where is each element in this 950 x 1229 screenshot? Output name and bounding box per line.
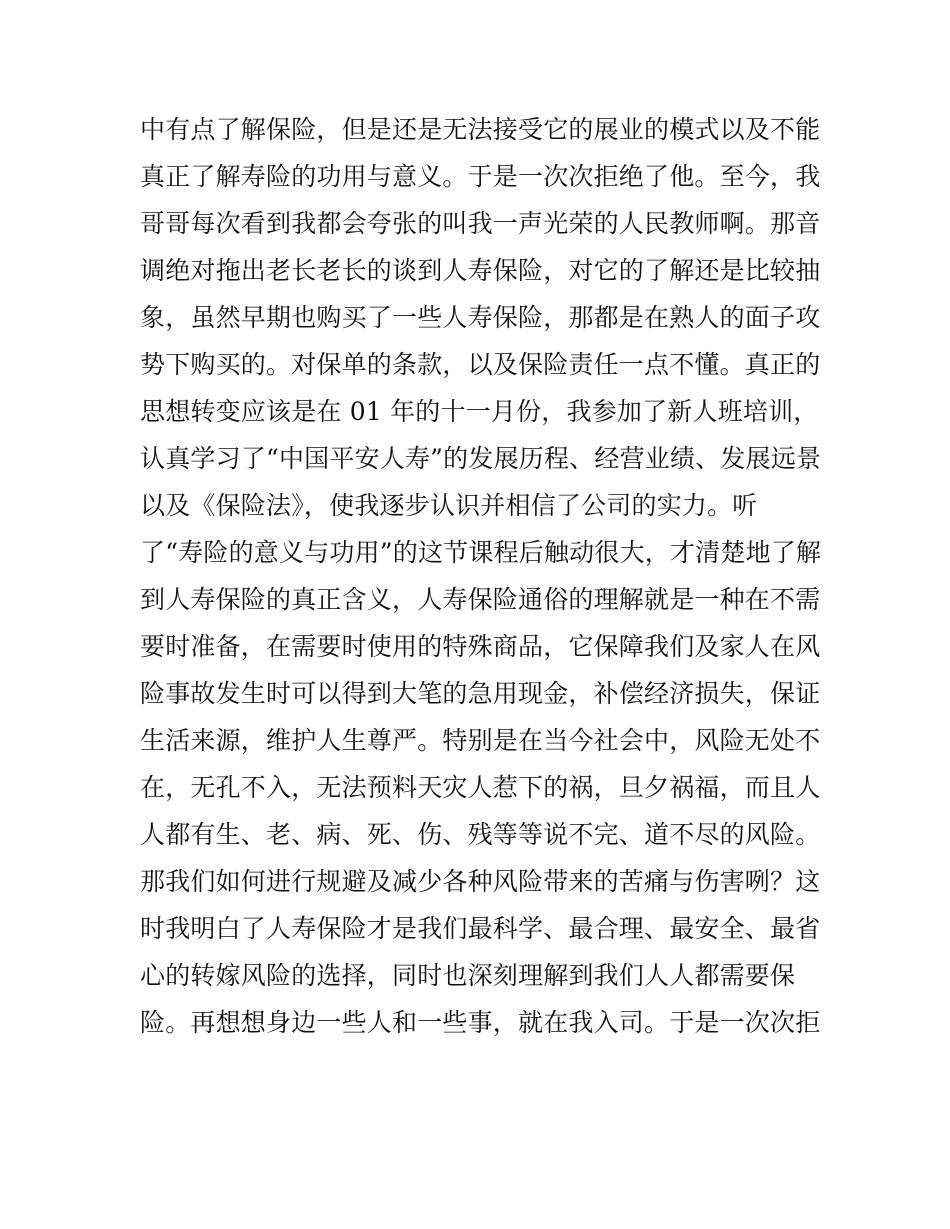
text-line: 以及《保险法》，使我逐步认识并相信了公司的实力。听	[140, 491, 758, 520]
text-line: 象，虽然早期也购买了一些人寿保险，那都是在熟人的面子攻	[140, 303, 821, 332]
text-line: 到人寿保险的真正含义，人寿保险通俗的理解就是一种在不需	[140, 585, 821, 614]
text-line: 中有点了解保险，但是还是无法接受它的展业的模式以及不能	[140, 115, 821, 144]
text-line: 思想转变应该是在 01 年的十一月份，我参加了新人班培训，	[140, 397, 819, 426]
body-paragraph	[140, 106, 820, 1046]
text-line: 那我们如何进行规避及减少各种风险带来的苦痛与伤害咧？这	[140, 867, 821, 896]
text-line: 人都有生、老、病、死、伤、残等等说不完、道不尽的风险。	[140, 820, 821, 849]
text-line: 认真学习了“中国平安人寿”的发展历程、经营业绩、发展远景	[140, 444, 822, 473]
text-line: 真正了解寿险的功用与意义。于是一次次拒绝了他。至今，我	[140, 162, 821, 191]
text-line: 心的转嫁风险的选择，同时也深刻理解到我们人人都需要保	[140, 961, 796, 990]
text-line: 险事故发生时可以得到大笔的急用现金，补偿经济损失，保证	[140, 679, 821, 708]
text-line: 势下购买的。对保单的条款，以及保险责任一点不懂。真正的	[140, 350, 821, 379]
text-line: 哥哥每次看到我都会夸张的叫我一声光荣的人民教师啊。那音	[140, 209, 821, 238]
text-line: 生活来源，维护人生尊严。特别是在当今社会中，风险无处不	[140, 726, 821, 755]
text-line: 调绝对拖出老长老长的谈到人寿保险，对它的了解还是比较抽	[140, 256, 821, 285]
text-line: 时我明白了人寿保险才是我们最科学、最合理、最安全、最省	[140, 914, 821, 943]
text-line: 在，无孔不入，无法预料天灾人惹下的祸，旦夕祸福，而且人	[140, 773, 821, 802]
text-line: 险。再想想身边一些人和一些事，就在我入司。于是一次次拒	[140, 1008, 821, 1037]
text-line: 要时准备，在需要时使用的特殊商品，它保障我们及家人在风	[140, 632, 821, 661]
text-line: 了“寿险的意义与功用”的这节课程后触动很大，才清楚地了解	[140, 538, 822, 567]
